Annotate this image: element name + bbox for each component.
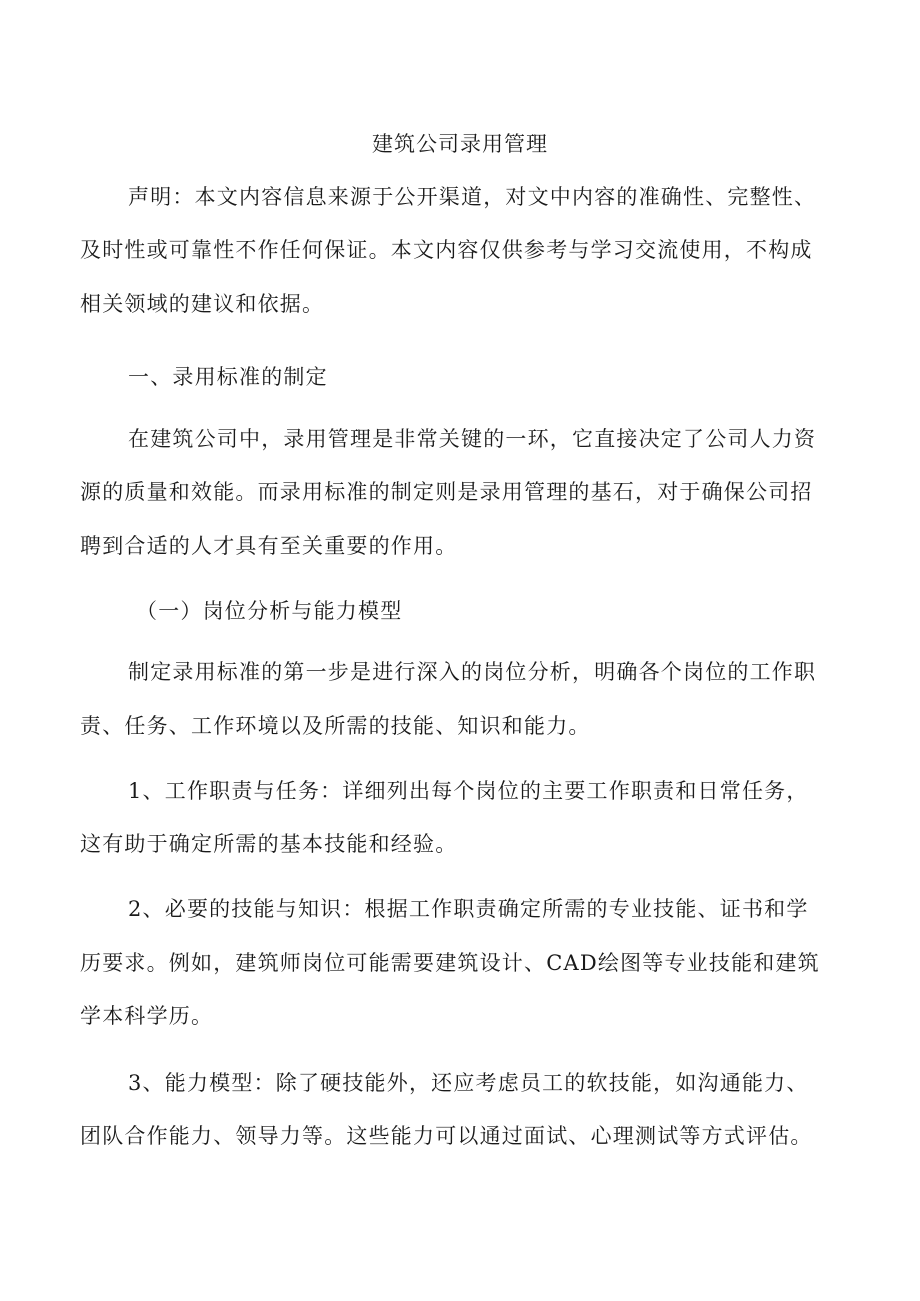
paragraph-1-line-1: 在建筑公司中，录用管理是非常关键的一环，它直接决定了公司人力资 <box>128 427 817 451</box>
subsection-heading-1: （一）岗位分析与能力模型 <box>136 599 403 623</box>
item-2-line-1: 2、必要的技能与知识：根据工作职责确定所需的专业技能、证书和学 <box>128 897 809 921</box>
item-3-line-1: 3、能力模型：除了硬技能外，还应考虑员工的软技能，如沟通能力、 <box>128 1071 809 1095</box>
disclaimer-line-2: 及时性或可靠性不作任何保证。本文内容仅供参考与学习交流使用，不构成 <box>80 238 813 262</box>
section-heading-1: 一、录用标准的制定 <box>128 365 328 389</box>
item-1-line-1: 1、工作职责与任务：详细列出每个岗位的主要工作职责和日常任务， <box>128 779 809 803</box>
disclaimer-line-3: 相关领域的建议和依据。 <box>80 292 325 316</box>
item-2-line-3: 学本科学历。 <box>80 1004 214 1028</box>
disclaimer-line-1: 声明：本文内容信息来源于公开渠道，对文中内容的准确性、完整性、 <box>128 185 817 209</box>
document-title: 建筑公司录用管理 <box>372 132 548 156</box>
item-1-line-2: 这有助于确定所需的基本技能和经验。 <box>80 832 458 856</box>
item-3-line-2: 团队合作能力、领导力等。这些能力可以通过面试、心理测试等方式评估。 <box>80 1124 813 1148</box>
paragraph-1-line-3: 聘到合适的人才具有至关重要的作用。 <box>80 534 458 558</box>
paragraph-2-line-1: 制定录用标准的第一步是进行深入的岗位分析，明确各个岗位的工作职 <box>128 660 817 684</box>
paragraph-1-line-2: 源的质量和效能。而录用标准的制定则是录用管理的基石，对于确保公司招 <box>80 480 813 504</box>
item-2-line-2: 历要求。例如，建筑师岗位可能需要建筑设计、CAD绘图等专业技能和建筑 <box>80 951 820 975</box>
paragraph-2-line-2: 责、任务、工作环境以及所需的技能、知识和能力。 <box>80 714 591 738</box>
